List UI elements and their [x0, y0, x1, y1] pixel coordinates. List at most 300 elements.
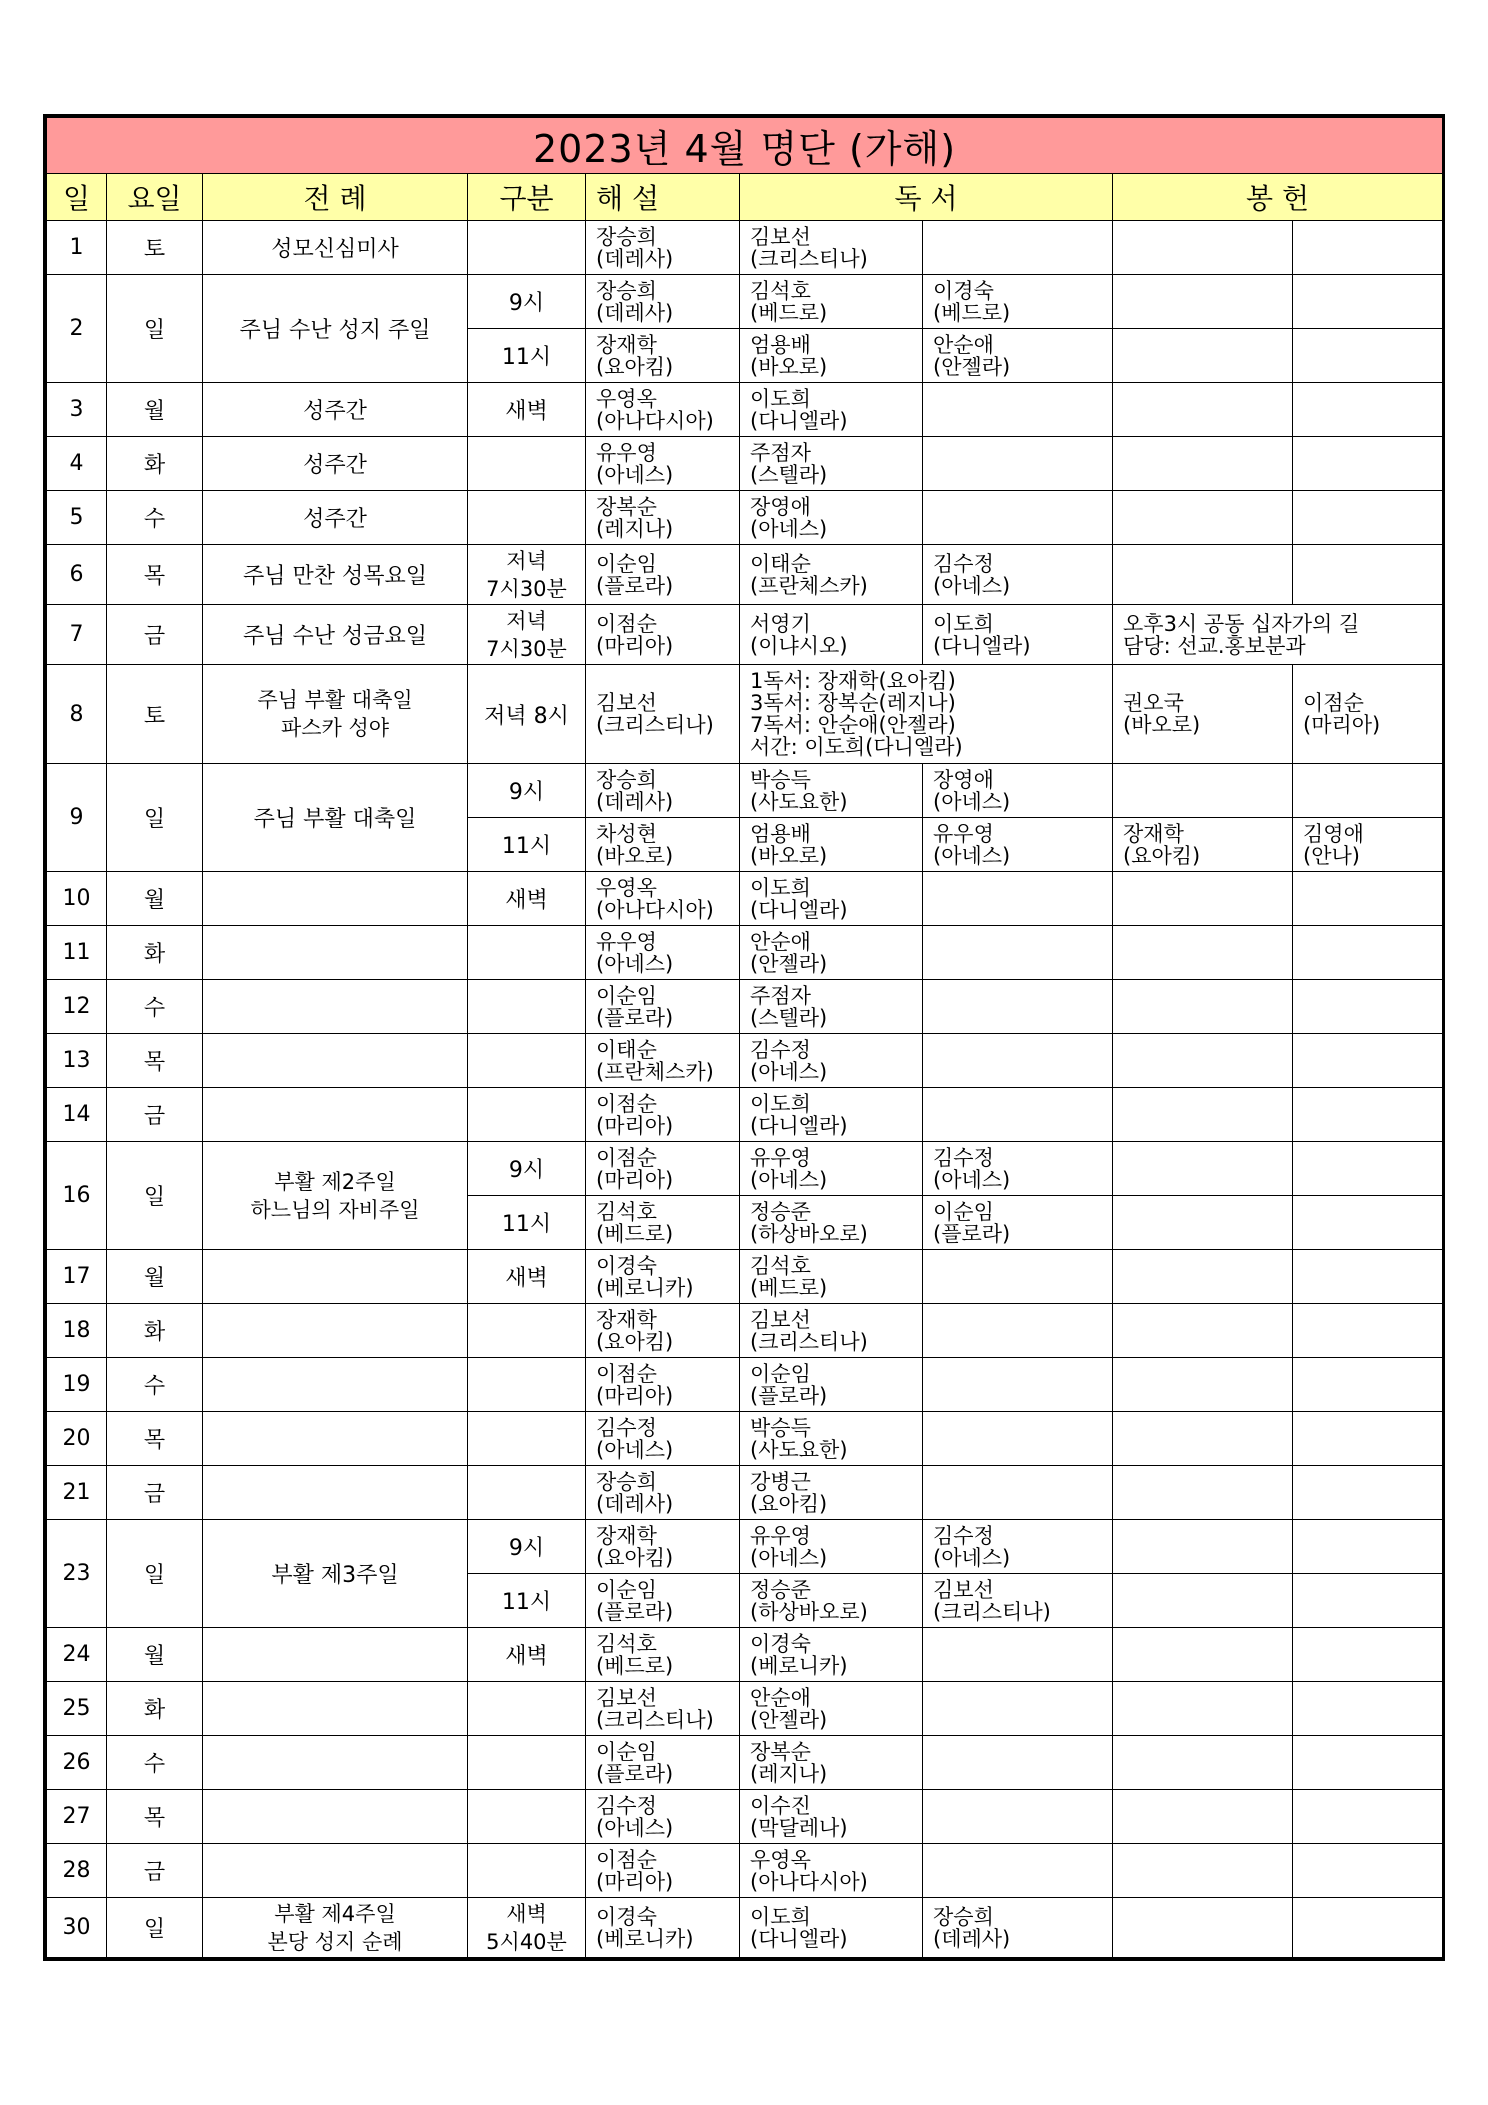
offering-cell-empty	[1113, 1628, 1293, 1682]
table-row	[47, 437, 1443, 491]
liturgy-cell	[203, 221, 468, 275]
reader-cell-empty	[923, 383, 1113, 437]
weekday-cell-text: 월	[143, 888, 166, 913]
reader-cell-line-a: 장승희	[933, 1904, 994, 1929]
weekday-cell-text: 화	[143, 942, 166, 967]
type-empty	[468, 491, 586, 545]
liturgy-cell	[203, 764, 468, 872]
offering-cell-empty	[1113, 1790, 1293, 1844]
commentator-cell	[586, 437, 740, 491]
liturgy-line: 하느님의 자비주일	[250, 1197, 420, 1222]
table-row	[47, 1250, 1443, 1304]
reader-cell-line-b: (바오로)	[750, 354, 828, 379]
table-row	[47, 545, 1443, 605]
weekday-cell	[107, 764, 203, 872]
day-cell	[47, 1466, 107, 1520]
type-line: 7시30분	[486, 636, 567, 661]
day-cell-text: 20	[62, 1426, 91, 1451]
reader-cell-line-a: 이수진	[750, 1793, 811, 1818]
commentator-cell-line-a: 김수정	[596, 1793, 657, 1818]
reader-cell	[923, 818, 1113, 872]
commentator-cell-line-b: (데레사)	[596, 300, 674, 325]
reader-cell	[740, 1466, 923, 1520]
day-cell-text: 8	[69, 701, 84, 727]
type-cell-text: 새벽	[505, 1644, 548, 1669]
offering-cell-empty	[1293, 329, 1443, 383]
type-cell-text: 새벽	[505, 399, 548, 424]
offering-cell-empty	[1293, 1628, 1443, 1682]
reader-cell-empty	[923, 1736, 1113, 1790]
header-type: 구분	[468, 174, 586, 221]
offering-cell-empty	[1293, 872, 1443, 926]
reader-cell	[923, 764, 1113, 818]
weekday-cell-text: 토	[143, 237, 166, 262]
header-liturgy: 전 례	[203, 174, 468, 221]
commentator-cell-line-a: 이순임	[596, 1577, 657, 1602]
liturgy-line: 부활 제2주일	[274, 1169, 396, 1194]
reader-cell	[740, 818, 923, 872]
reader-cell	[923, 1520, 1113, 1574]
reader-cell	[740, 383, 923, 437]
reader-cell-empty	[923, 1088, 1113, 1142]
reader-cell-line-b: (데레사)	[933, 1926, 1011, 1951]
reader-cell-line-b: (아네스)	[933, 1545, 1011, 1570]
offering-cell-empty	[1113, 491, 1293, 545]
type-cell-text: 11시	[501, 345, 552, 370]
reader-cell	[740, 1682, 923, 1736]
weekday-cell	[107, 1358, 203, 1412]
offering-cell-empty	[1113, 437, 1293, 491]
type-empty	[468, 1034, 586, 1088]
reader-cell-line-a: 김보선	[750, 224, 811, 249]
day-cell	[47, 1088, 107, 1142]
table-row	[47, 926, 1443, 980]
reader-cell-line-b: (프란체스카)	[750, 573, 868, 598]
table-row	[47, 980, 1443, 1034]
reader-cell-line-b: (스텔라)	[750, 1005, 828, 1030]
day-cell-text: 1	[69, 235, 84, 260]
reader-cell-line-b: (아네스)	[750, 1545, 828, 1570]
offering-empty	[1113, 1520, 1293, 1574]
offering-empty	[1113, 1142, 1293, 1196]
reader-cell	[740, 980, 923, 1034]
weekday-cell	[107, 1520, 203, 1628]
reader-cell-line-a: 유우영	[750, 1145, 811, 1170]
offering-cell-empty	[1113, 1682, 1293, 1736]
commentator-cell	[586, 605, 740, 665]
commentator-cell	[586, 926, 740, 980]
day-cell	[47, 221, 107, 275]
reader-cell-line-a: 이도희	[750, 875, 811, 900]
commentator-cell-line-b: (데레사)	[596, 246, 674, 271]
weekday-cell	[107, 1088, 203, 1142]
type-empty	[468, 1790, 586, 1844]
commentator-cell	[586, 818, 740, 872]
commentator-cell-line-a: 차성현	[596, 821, 657, 846]
liturgy-cell	[203, 545, 468, 605]
reader-cell-line-a: 유우영	[750, 1523, 811, 1548]
reader-cell-line-a: 주점자	[750, 983, 811, 1008]
reader-cell	[740, 1574, 923, 1628]
weekday-cell-text: 일	[143, 318, 166, 343]
reader-cell-line-b: (아네스)	[933, 843, 1011, 868]
reader-cell-empty	[923, 1628, 1113, 1682]
day-cell	[47, 1736, 107, 1790]
commentator-cell-line-a: 이점순	[596, 1145, 657, 1170]
commentator-cell	[586, 1682, 740, 1736]
day-cell	[47, 1304, 107, 1358]
reader-cell	[923, 1142, 1113, 1196]
day-cell-text: 27	[62, 1804, 91, 1829]
offering-cell-line-a: 김영애	[1303, 821, 1364, 846]
weekday-cell	[107, 1304, 203, 1358]
type-cell-text: 새벽	[505, 888, 548, 913]
weekday-cell-text: 일	[143, 1185, 166, 1210]
offering-cell	[1113, 665, 1293, 764]
offering-cell-empty	[1293, 1034, 1443, 1088]
commentator-cell-line-b: (크리스티나)	[596, 1707, 714, 1732]
weekday-cell	[107, 1736, 203, 1790]
weekday-cell	[107, 1250, 203, 1304]
commentator-cell-line-b: (아네스)	[596, 1815, 674, 1840]
offering-cell-empty	[1113, 1736, 1293, 1790]
reader-cell-empty	[923, 1412, 1113, 1466]
liturgy-cell	[203, 383, 468, 437]
offering-cell-empty	[1293, 1250, 1443, 1304]
commentator-cell-line-b: (아나다시아)	[596, 408, 714, 433]
reader-cell-line-a: 이도희	[750, 1091, 811, 1116]
reader-cell-line-b: (플로라)	[750, 1383, 828, 1408]
reader-cell-line-a: 김수정	[933, 551, 994, 576]
offering-cell-empty	[1293, 1088, 1443, 1142]
weekday-cell	[107, 1790, 203, 1844]
weekday-cell	[107, 605, 203, 665]
type-empty	[468, 1844, 586, 1898]
commentator-cell	[586, 491, 740, 545]
reader-cell-empty	[923, 1790, 1113, 1844]
offering-cell-empty	[1293, 1682, 1443, 1736]
liturgy-cell-text: 주님 수난 성금요일	[242, 624, 427, 649]
table-row	[47, 1844, 1443, 1898]
offering-cell-line-a: 권오국	[1123, 691, 1184, 715]
reader-cell-line-a: 김석호	[750, 278, 811, 303]
liturgy-cell-text: 주님 수난 성지 주일	[239, 318, 431, 343]
reader-cell-empty	[923, 221, 1113, 275]
header-commentary: 해 설	[586, 174, 740, 221]
reader-cell-line-a: 이도희	[750, 1904, 811, 1929]
reader-cell	[740, 605, 923, 665]
offering-cell-empty	[1293, 980, 1443, 1034]
table-row	[47, 1628, 1443, 1682]
reader-cell-line-a: 김보선	[933, 1577, 994, 1602]
type-cell	[468, 1196, 586, 1250]
day-cell	[47, 872, 107, 926]
reader-cell-line-b: (하상바오로)	[750, 1599, 868, 1624]
commentator-cell	[586, 383, 740, 437]
weekday-cell-text: 금	[143, 1860, 166, 1885]
commentator-cell-line-a: 이점순	[596, 1361, 657, 1386]
reader-cell-line-b: (사도요한)	[750, 1437, 848, 1462]
commentator-cell	[586, 1520, 740, 1574]
day-cell	[47, 545, 107, 605]
commentator-cell-line-b: (플로라)	[596, 1761, 674, 1786]
weekday-cell-text: 수	[143, 1374, 166, 1399]
reader-cell	[740, 1520, 923, 1574]
day-cell-text: 26	[62, 1750, 91, 1775]
day-cell-text: 9	[69, 805, 84, 830]
liturgy-empty	[203, 1304, 468, 1358]
offering-cell-empty	[1293, 1844, 1443, 1898]
day-cell-text: 14	[62, 1102, 91, 1127]
offering-cell-empty	[1113, 1250, 1293, 1304]
reader-cell-line-b: (크리스티나)	[750, 1329, 868, 1354]
reader-cell	[740, 1142, 923, 1196]
day-cell-text: 4	[69, 451, 84, 476]
table-row	[47, 1898, 1443, 1958]
offering-cell-empty	[1293, 1790, 1443, 1844]
table-row	[47, 1790, 1443, 1844]
offering-cell-empty	[1293, 1466, 1443, 1520]
reader-cell-line-b: (이냐시오)	[750, 633, 848, 658]
commentator-cell	[586, 1628, 740, 1682]
reader-cell	[740, 1736, 923, 1790]
reading-line: 7독서: 안순애(안젤라)	[750, 713, 956, 737]
reading-line: 3독서: 장복순(레지나)	[750, 691, 956, 715]
commentator-cell-line-b: (플로라)	[596, 1005, 674, 1030]
weekday-cell-text: 목	[143, 1050, 166, 1075]
offering-cell-empty	[1293, 1574, 1443, 1628]
liturgy-cell-text: 주님 부활 대축일	[253, 807, 417, 832]
reader-cell-line-a: 김보선	[750, 1307, 811, 1332]
reader-cell-line-b: (다니엘라)	[750, 1113, 848, 1138]
commentator-cell	[586, 1466, 740, 1520]
commentator-cell-line-a: 이순임	[596, 1739, 657, 1764]
offering-cell-empty	[1113, 980, 1293, 1034]
day-cell-text: 23	[62, 1561, 91, 1586]
weekday-cell	[107, 980, 203, 1034]
reading-line: 서간: 이도희(다니엘라)	[750, 735, 963, 759]
reader-cell-line-a: 김수정	[933, 1145, 994, 1170]
reader-cell-line-b: (아네스)	[933, 1167, 1011, 1192]
type-cell	[468, 1142, 586, 1196]
reader-cell-line-b: (플로라)	[933, 1221, 1011, 1246]
type-cell-text: 11시	[501, 1590, 552, 1615]
commentator-cell-line-b: (크리스티나)	[596, 713, 714, 737]
offering-note-cell	[1113, 605, 1443, 665]
liturgy-cell-text: 성모신심미사	[271, 237, 399, 262]
weekday-cell-text: 화	[143, 1698, 166, 1723]
type-line: 저녁	[506, 608, 547, 633]
day-cell-text: 30	[62, 1915, 91, 1940]
commentator-cell-line-b: (플로라)	[596, 1599, 674, 1624]
reader-cell-empty	[923, 980, 1113, 1034]
type-empty	[468, 1466, 586, 1520]
header-row	[47, 174, 1443, 221]
reader-cell-line-b: (안젤라)	[750, 951, 828, 976]
liturgy-empty	[203, 1682, 468, 1736]
reader-cell-empty	[923, 926, 1113, 980]
reader-cell-line-a: 박승득	[750, 767, 811, 792]
liturgy-empty	[203, 1628, 468, 1682]
type-cell	[468, 1628, 586, 1682]
reader-cell-line-a: 정승준	[750, 1199, 811, 1224]
weekday-cell	[107, 1682, 203, 1736]
offering-cell-empty	[1113, 221, 1293, 275]
table-row	[47, 1520, 1443, 1574]
liturgy-empty	[203, 1844, 468, 1898]
offering-cell-empty	[1293, 1304, 1443, 1358]
reader-cell-line-a: 김석호	[750, 1253, 811, 1278]
weekday-cell	[107, 221, 203, 275]
offering-empty	[1113, 764, 1293, 818]
day-cell	[47, 1520, 107, 1628]
header-reading: 독 서	[740, 174, 1113, 221]
commentator-cell-line-a: 장승희	[596, 278, 657, 303]
table-row	[47, 1412, 1443, 1466]
weekday-cell-text: 화	[143, 1320, 166, 1345]
type-cell	[468, 1250, 586, 1304]
offering-cell-empty	[1113, 1844, 1293, 1898]
offering-cell-empty	[1293, 926, 1443, 980]
type-cell	[468, 764, 586, 818]
type-empty	[468, 437, 586, 491]
liturgy-line: 부활 제4주일	[274, 1901, 396, 1926]
reader-cell-line-b: (사도요한)	[750, 789, 848, 814]
reader-cell-line-b: (레지나)	[750, 1761, 828, 1786]
weekday-cell	[107, 1628, 203, 1682]
table-row	[47, 1358, 1443, 1412]
commentator-cell-line-a: 이경숙	[596, 1904, 657, 1929]
day-cell	[47, 275, 107, 383]
reader-cell	[923, 275, 1113, 329]
commentator-cell-line-b: (베로니카)	[596, 1926, 694, 1951]
reader-cell-line-a: 김수정	[933, 1523, 994, 1548]
commentator-cell	[586, 1250, 740, 1304]
day-cell-text: 11	[62, 940, 91, 965]
offering-cell-empty	[1293, 491, 1443, 545]
commentator-cell-line-b: (요아킴)	[596, 1545, 674, 1570]
type-empty	[468, 1736, 586, 1790]
type-empty	[468, 1412, 586, 1466]
liturgy-cell-text: 주님 만찬 성목요일	[242, 564, 427, 589]
reader-cell	[740, 1358, 923, 1412]
reader-cell	[740, 275, 923, 329]
weekday-cell-text: 일	[143, 1917, 166, 1942]
offering-empty	[1293, 275, 1443, 329]
commentator-cell-line-b: (베드로)	[596, 1221, 674, 1246]
liturgy-empty	[203, 1250, 468, 1304]
type-cell	[468, 605, 586, 665]
day-cell-text: 6	[69, 562, 84, 587]
reader-cell-line-b: (다니엘라)	[750, 1926, 848, 1951]
liturgy-cell-text: 성주간	[303, 399, 367, 424]
offering-cell-line-a: 장재학	[1123, 821, 1184, 846]
reader-cell-line-a: 우영옥	[750, 1847, 811, 1872]
weekday-cell-text: 수	[143, 996, 166, 1021]
offering-cell-empty	[1113, 1304, 1293, 1358]
reader-cell	[923, 605, 1113, 665]
reader-cell-empty	[923, 1358, 1113, 1412]
reader-cell-line-a: 이순임	[933, 1199, 994, 1224]
offering-cell-empty	[1293, 1196, 1443, 1250]
commentator-cell-line-b: (요아킴)	[596, 354, 674, 379]
commentator-cell-line-b: (프란체스카)	[596, 1059, 714, 1084]
table-row	[47, 1034, 1443, 1088]
weekday-cell-text: 목	[143, 1428, 166, 1453]
header-offering: 봉 헌	[1113, 174, 1443, 221]
day-cell	[47, 1412, 107, 1466]
table-row	[47, 1736, 1443, 1790]
reader-cell	[740, 545, 923, 605]
page-title: 2023년 4월 명단 (가해)	[47, 118, 1443, 174]
type-line: 7시30분	[486, 576, 567, 601]
commentator-cell	[586, 1736, 740, 1790]
liturgy-empty	[203, 980, 468, 1034]
schedule-sheet	[43, 114, 1445, 1961]
commentator-cell-line-a: 유우영	[596, 929, 657, 954]
reader-cell-line-a: 안순애	[933, 332, 994, 357]
day-cell-text: 25	[62, 1696, 91, 1721]
day-cell-text: 24	[62, 1642, 91, 1667]
commentator-cell-line-a: 김석호	[596, 1631, 657, 1656]
offering-cell-line-a: 이점순	[1303, 691, 1364, 715]
commentator-cell-line-a: 장승희	[596, 1469, 657, 1494]
reader-cell-empty	[923, 1304, 1113, 1358]
commentator-cell-line-b: (마리아)	[596, 1113, 674, 1138]
reader-cell	[740, 1250, 923, 1304]
commentator-cell-line-a: 이점순	[596, 1091, 657, 1116]
reader-cell-line-b: (하상바오로)	[750, 1221, 868, 1246]
day-cell-text: 28	[62, 1858, 91, 1883]
commentator-cell	[586, 545, 740, 605]
day-cell-text: 13	[62, 1048, 91, 1073]
commentator-cell-line-a: 장복순	[596, 494, 657, 519]
day-cell	[47, 980, 107, 1034]
commentator-cell-line-b: (마리아)	[596, 1869, 674, 1894]
offering-cell-line-b: (바오로)	[1123, 713, 1201, 737]
weekday-cell-text: 월	[143, 1644, 166, 1669]
reader-cell-line-a: 주점자	[750, 440, 811, 465]
day-cell	[47, 1250, 107, 1304]
offering-cell-empty	[1113, 1034, 1293, 1088]
reader-cell-line-b: (아네스)	[750, 1059, 828, 1084]
reader-cell	[740, 1088, 923, 1142]
commentator-cell-line-b: (요아킴)	[596, 1329, 674, 1354]
offering-cell-empty	[1113, 1574, 1293, 1628]
liturgy-empty	[203, 1358, 468, 1412]
table-row	[47, 275, 1443, 329]
table-row	[47, 1466, 1443, 1520]
day-cell	[47, 1034, 107, 1088]
type-empty	[468, 926, 586, 980]
offering-cell-empty	[1113, 1412, 1293, 1466]
weekday-cell	[107, 926, 203, 980]
offering-cell-empty	[1113, 926, 1293, 980]
offering-empty	[1293, 1142, 1443, 1196]
readings-cell	[740, 665, 1113, 764]
day-cell	[47, 383, 107, 437]
commentator-cell-line-a: 이경숙	[596, 1253, 657, 1278]
type-cell	[468, 275, 586, 329]
commentator-cell-line-b: (베로니카)	[596, 1275, 694, 1300]
header-day: 일	[47, 174, 107, 221]
reader-cell	[740, 1790, 923, 1844]
day-cell-text: 16	[62, 1183, 91, 1208]
day-cell-text: 5	[69, 505, 84, 530]
reader-cell	[923, 329, 1113, 383]
reader-cell-line-b: (다니엘라)	[933, 633, 1031, 658]
commentator-cell	[586, 1088, 740, 1142]
